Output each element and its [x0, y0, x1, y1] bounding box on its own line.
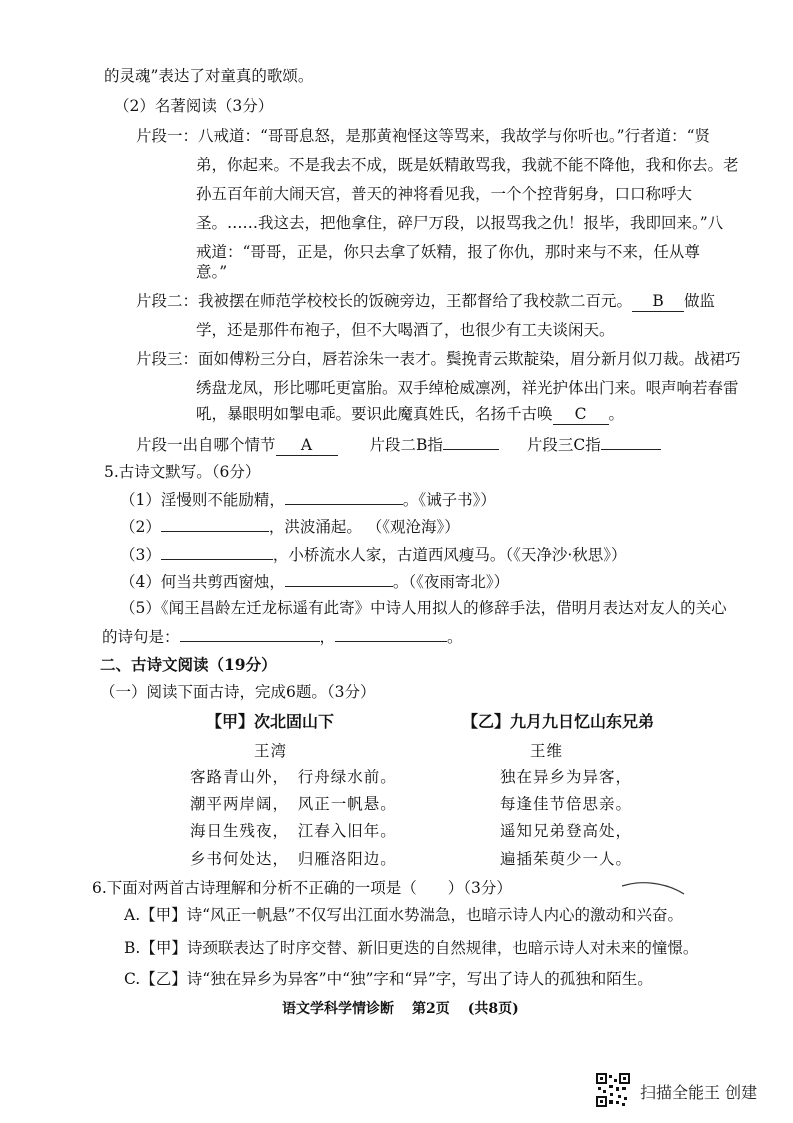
text-segment: 的诗句是： [102, 628, 180, 646]
footer-total: (共8页) [467, 1001, 519, 1017]
pen-mark [620, 880, 690, 900]
answer-blank-c: C [553, 404, 609, 425]
text-segment: 。 [447, 628, 463, 646]
text-segment: （1）淫慢则不能励精， [120, 491, 285, 509]
answer-blank[interactable] [161, 543, 273, 560]
text-segment: ， [319, 628, 336, 646]
section-heading: （2）名著阅读（3分） [114, 97, 274, 115]
poem-author: 王维 [530, 742, 564, 760]
question-line [136, 433, 661, 456]
page-footer [282, 998, 537, 1018]
answer-blank[interactable] [285, 570, 393, 587]
answer-blank-a: A [276, 435, 338, 456]
question-line [120, 543, 627, 565]
text-line: 意。” [196, 263, 228, 281]
question-line: 6.下面对两首古诗理解和分析不正确的一项是（ ）（3分） [92, 879, 512, 897]
question-line [102, 625, 463, 647]
text-segment: 片段一出自哪个情节 [136, 436, 276, 454]
poem-line: 乡书何处达， 归雁洛阳边。 [190, 850, 397, 868]
footer-subject: 语文学科学情诊断 [282, 1001, 394, 1017]
text-segment: （3） [120, 546, 161, 564]
text-line: 戒道：“哥哥，正是，你只去拿了妖精，报了你仇，那时来与不来，任从尊 [196, 243, 700, 261]
text-segment: 片段二B指 [369, 436, 443, 454]
text-segment: 。 [608, 405, 625, 423]
poem-line: 遍插茱萸少一人。 [500, 850, 633, 868]
question-line [120, 570, 509, 592]
text-segment: 做监 [684, 292, 716, 310]
answer-blank[interactable] [161, 515, 269, 532]
text-line: 圣。……我这去，把他拿住，碎尸万段，以报骂我之仇！报毕，我即回来。”八 [196, 214, 724, 232]
option-b: B.【甲】诗颈联表达了时序交替、新旧更迭的自然规律，也暗示诗人对未来的憧憬。 [124, 939, 699, 957]
text-line: 弟，你起来。不是我去不成，既是妖精敢骂我，我就不能不降他，我和你去。老 [196, 156, 739, 174]
text-line: 片段一：八戒道：“哥哥息怒，是那黄袍怪这等骂来，我故学与你听也。”行者道：“贤 [136, 127, 711, 145]
text-segment: （2） [120, 518, 161, 536]
footer-page: 第2页 [412, 1001, 450, 1017]
poem-line: 潮平两岸阔， 风正一帆悬。 [190, 795, 397, 813]
text-line: 的灵魂”表达了对童真的歌颂。 [104, 67, 314, 85]
poem-title: 【甲】次北固山下 [206, 712, 335, 731]
text-segment: （4）何当共剪西窗烛， [120, 573, 285, 591]
section-heading: （一）阅读下面古诗，完成6题。（3分） [100, 683, 376, 701]
option-a: A.【甲】诗“风正一帆悬”不仅写出江面水势湍急，也暗示诗人内心的激动和兴奋。 [124, 906, 683, 924]
text-segment: 片段二：我被摆在师范学校校长的饭碗旁边，王都督给了我校款二百元。 [136, 292, 633, 310]
text-line [136, 291, 715, 312]
option-c: C.【乙】诗“独在异乡为异客”中“独”字和“异”字，写出了诗人的孤独和陌生。 [124, 970, 653, 988]
poem-line: 独在异乡为异客， [500, 768, 633, 786]
text-segment: ，洪波涌起。 （《观沧海》） [268, 518, 460, 536]
poem-line: 海日生残夜， 江春入旧年。 [190, 822, 397, 840]
text-segment: ，小桥流水人家，古道西风瘦马。（《天净沙·秋思》） [272, 546, 627, 564]
text-segment: 。《诫子书》） [402, 491, 496, 509]
text-segment: 片段三C指 [526, 436, 601, 454]
answer-blank-b: B [632, 291, 684, 312]
answer-blank[interactable] [285, 488, 403, 505]
answer-blank[interactable] [601, 433, 661, 450]
text-line [196, 404, 624, 425]
poem-line: 每逢佳节倍思亲。 [500, 795, 633, 813]
question-line [120, 488, 496, 510]
text-line: 片段三：面如傅粉三分白，唇若涂朱一表才。鬓挽青云欺靛染，眉分新月似刀裁。战裙巧 [136, 350, 741, 368]
text-segment: 。（《夜雨寄北》） [392, 573, 510, 591]
question-line [120, 515, 460, 537]
poem-title: 【乙】九月九日忆山东兄弟 [462, 712, 655, 731]
answer-blank[interactable] [335, 625, 447, 642]
scanner-watermark: 扫描全能王 创建 [640, 1083, 758, 1102]
text-line: 孙五百年前大闹天宫，普天的神将看见我，一个个控背躬身，口口称呼大 [196, 185, 693, 203]
answer-blank[interactable] [180, 625, 320, 642]
question-line: （5）《闻王昌龄左迁龙标遥有此寄》中诗人用拟人的修辞手法，借明月表达对友人的关心 [120, 599, 727, 617]
text-line: 绣盘龙凤，形比哪吒更富胎。双手绰枪威凛冽，祥光护体出门来。哏声响若春雷 [196, 379, 739, 397]
qr-code-icon [596, 1073, 630, 1107]
answer-blank[interactable] [443, 433, 499, 450]
text-segment: 吼，暴眼明如掣电乖。要识此魔真姓氏，名扬千古唤 [196, 405, 553, 423]
poem-author: 王湾 [254, 742, 288, 760]
section-heading: 5.古诗文默写。（6分） [104, 463, 261, 481]
section-heading: 二、古诗文阅读（19分） [100, 655, 277, 674]
poem-line: 遥知兄弟登高处， [500, 822, 633, 840]
text-line: 学，还是那件布袍子，但不大喝酒了，也很少有工夫谈闲天。 [196, 321, 615, 339]
poem-line: 客路青山外， 行舟绿水前。 [190, 768, 397, 786]
